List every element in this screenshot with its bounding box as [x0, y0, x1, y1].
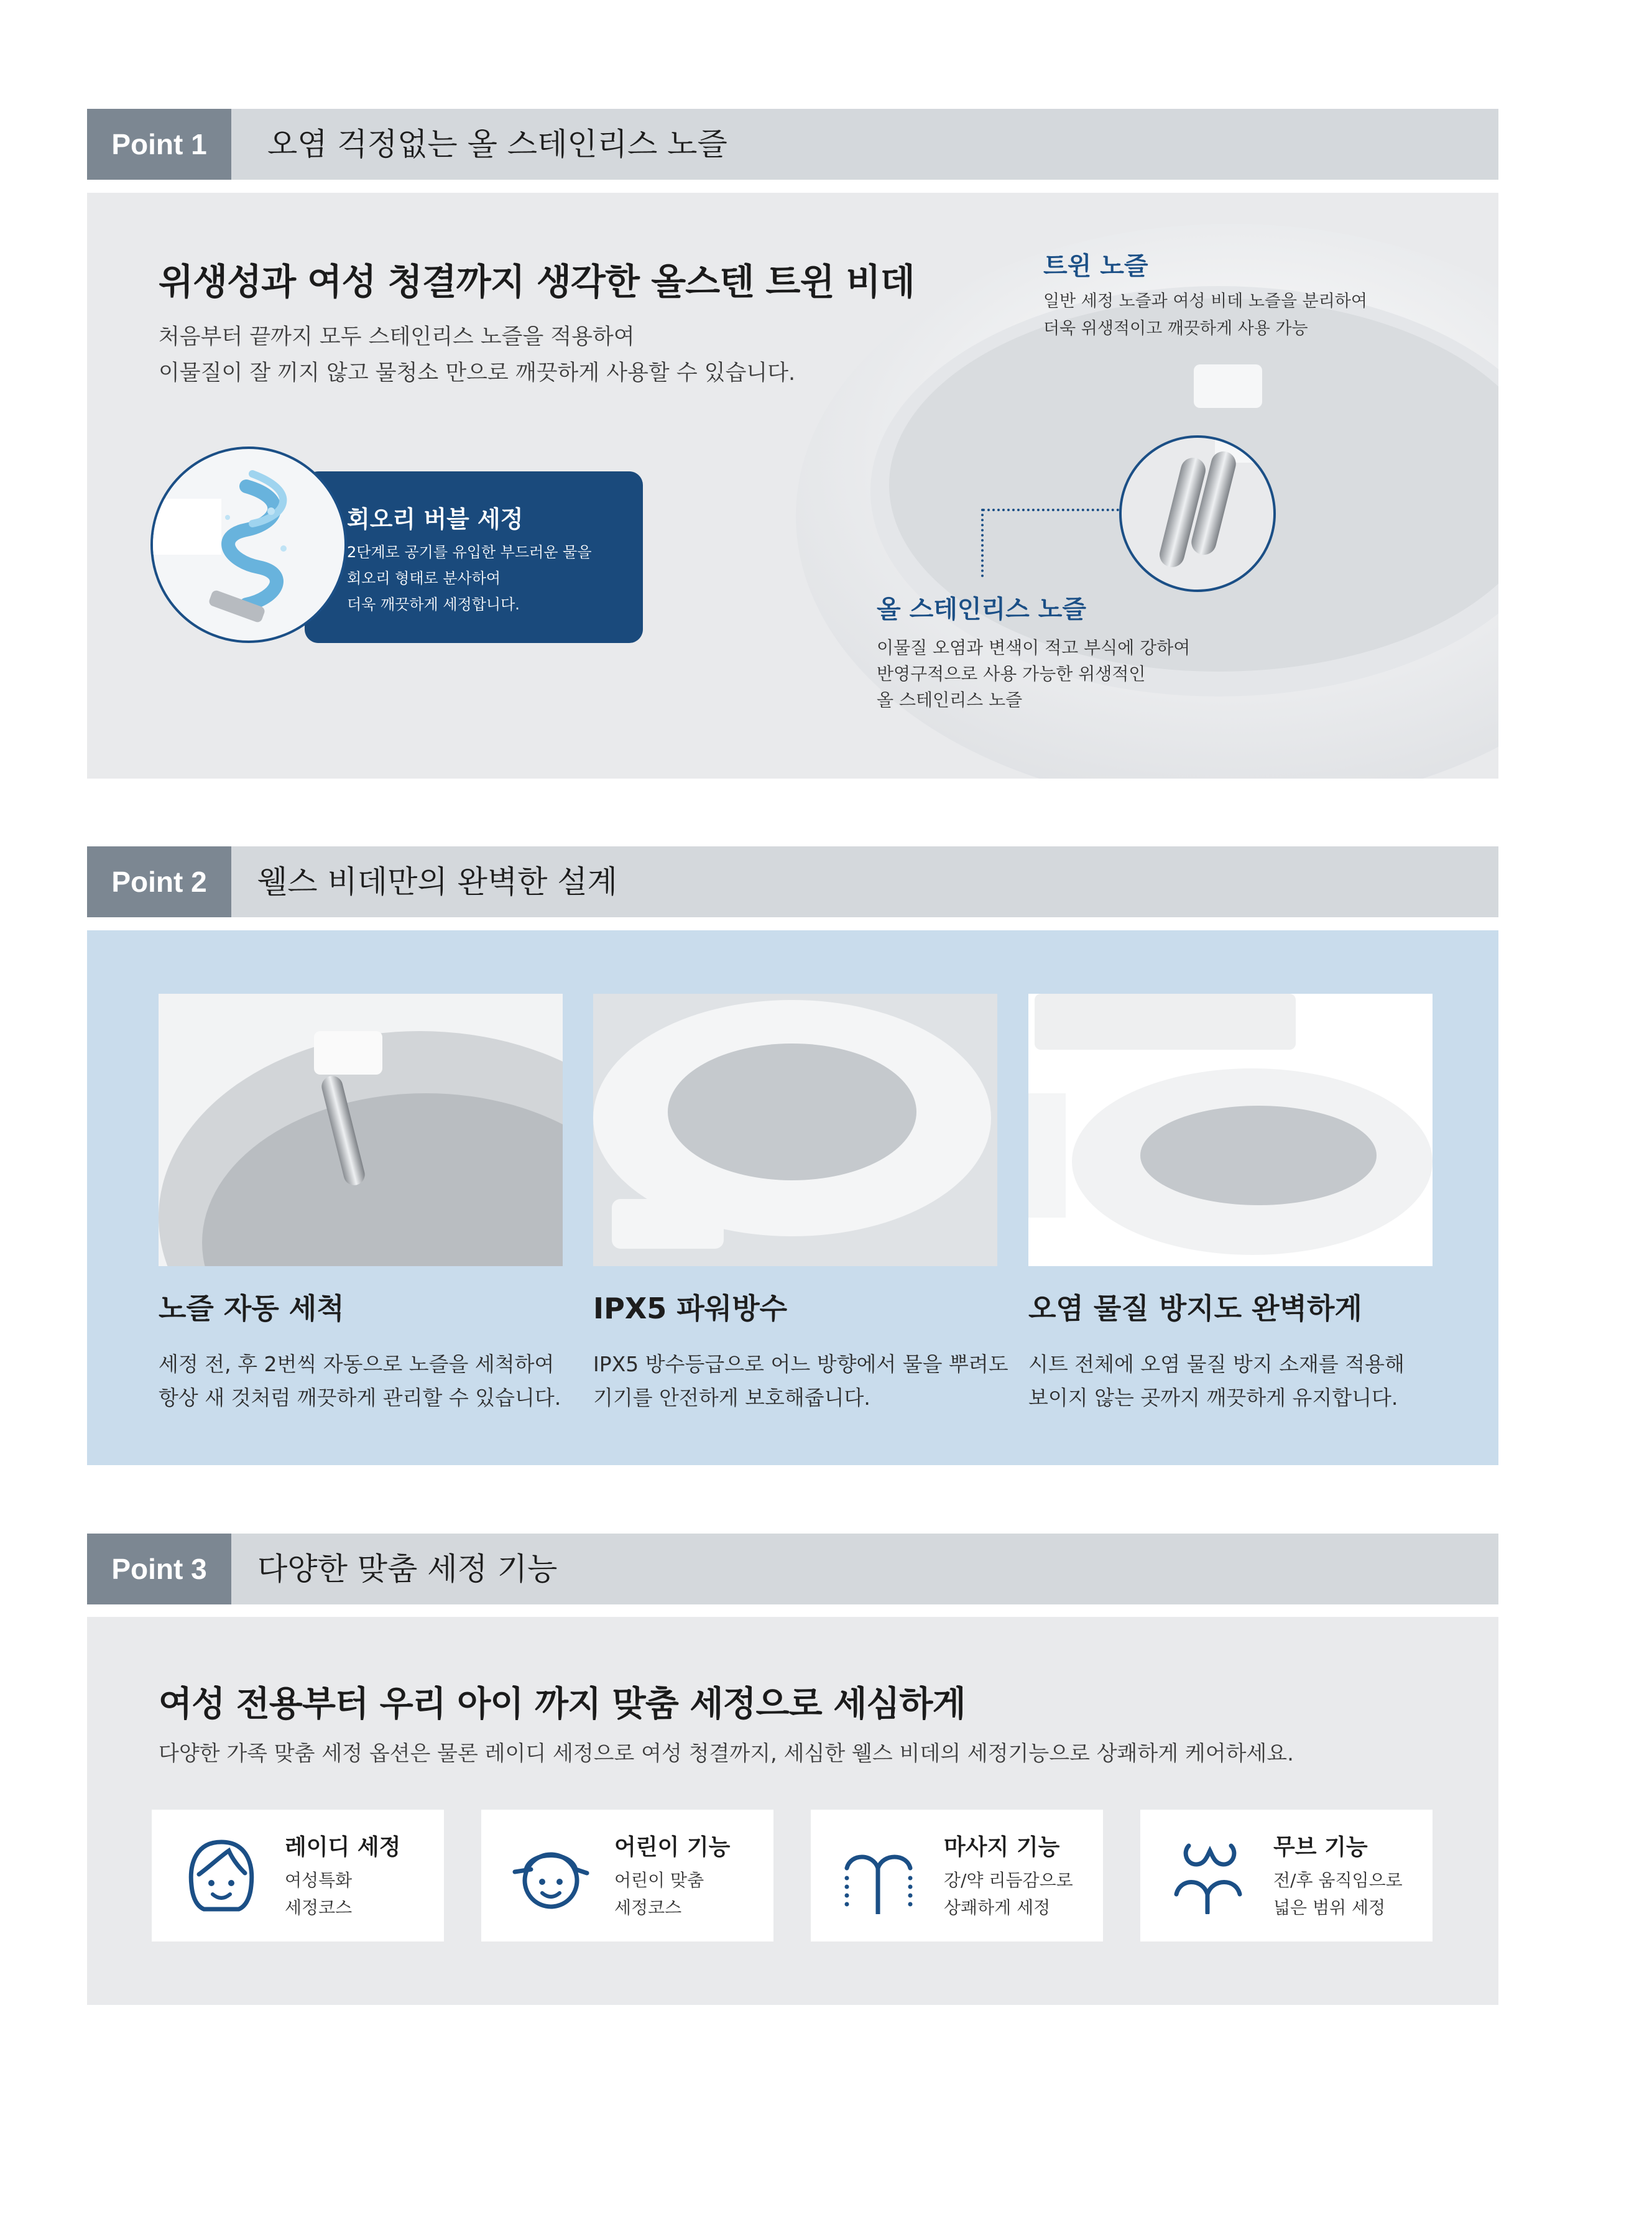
card-kids-wash-title: 어린이 기능	[614, 1835, 731, 1860]
card-move	[1140, 1810, 1433, 1941]
card-move-title: 무브 기능	[1273, 1835, 1368, 1860]
point3-badge: Point 3	[87, 1534, 231, 1604]
stainless-nozzle-desc-line3: 올 스테인리스 노즐	[877, 690, 1023, 710]
massage-spray-icon	[842, 1837, 919, 1914]
card-move-desc-line1: 전/후 움직임으로	[1273, 1870, 1403, 1891]
bubble-wash-title: 회오리 버블 세정	[347, 506, 524, 533]
feature-anti-contamination-desc-line2: 보이지 않는 곳까지 깨끗하게 유지합니다.	[1028, 1386, 1398, 1410]
child-face-icon	[512, 1837, 589, 1914]
point2-badge: Point 2	[87, 846, 231, 917]
twin-nozzle-title: 트윈 노즐	[1043, 252, 1148, 280]
callout-line-vertical	[981, 509, 984, 577]
point1-desc-line1: 처음부터 끝까지 모두 스테인리스 노즐을 적용하여	[159, 325, 635, 349]
card-kids-wash-desc-line2: 세정코스	[614, 1897, 682, 1918]
stainless-nozzle-desc-line2: 반영구적으로 사용 가능한 위생적인	[877, 664, 1146, 684]
point3-header	[87, 1534, 1498, 1604]
bubble-wash-closeup	[150, 447, 347, 643]
twin-nozzle-closeup	[1119, 435, 1276, 592]
card-lady-wash-desc-line2: 세정코스	[285, 1897, 353, 1918]
nozzle-cleaning-photo	[159, 994, 563, 1266]
point3-panel	[87, 1617, 1498, 2005]
point1-desc-line2: 이물질이 잘 끼지 않고 물청소 만으로 깨끗하게 사용할 수 있습니다.	[159, 361, 796, 386]
card-massage-desc-line1: 강/약 리듬감으로	[944, 1870, 1073, 1891]
card-massage-title: 마사지 기능	[944, 1835, 1060, 1860]
card-move-desc-line2: 넓은 범위 세정	[1273, 1897, 1386, 1918]
stainless-nozzle-title: 올 스테인리스 노즐	[877, 595, 1086, 624]
waterproof-photo-illustration	[593, 994, 997, 1266]
feature-anti-contamination-desc-line1: 시트 전체에 오염 물질 방지 소재를 적용해	[1028, 1352, 1405, 1376]
point3-desc: 다양한 가족 맞춤 세정 옵션은 물론 레이디 세정으로 여성 청결까지, 세심한 웰스 비데의 세정기능으로 상쾌하게 케어하세요.	[159, 1741, 1294, 1766]
nozzle-photo-illustration	[159, 994, 563, 1266]
bubble-wash-desc-line2: 회오리 형태로 분사하여	[347, 570, 501, 587]
point1-heading: 위생성과 여성 청결까지 생각한 올스텐 트윈 비데	[159, 261, 915, 303]
bubble-wash-desc-line3: 더욱 깨끗하게 세정합니다.	[347, 596, 520, 613]
anti-contamination-photo	[1028, 994, 1433, 1266]
stainless-nozzle-desc-line1: 이물질 오염과 변색이 적고 부식에 강하여	[877, 637, 1191, 658]
point3-heading: 여성 전용부터 우리 아이 까지 맞춤 세정으로 세심하게	[159, 1684, 966, 1724]
card-lady-wash-desc-line1: 여성특화	[285, 1870, 353, 1891]
point1-panel	[87, 193, 1498, 779]
point2-header	[87, 846, 1498, 917]
card-massage-desc-line2: 상쾌하게 세정	[944, 1897, 1051, 1918]
feature-nozzle-cleaning-desc-line2: 항상 새 것처럼 깨끗하게 관리할 수 있습니다.	[159, 1386, 561, 1410]
callout-line	[982, 509, 1119, 511]
card-kids-wash	[481, 1810, 773, 1941]
card-lady-wash-title: 레이디 세정	[285, 1835, 401, 1860]
water-swirl-icon	[153, 449, 347, 643]
card-lady-wash	[152, 1810, 444, 1941]
point3-title: 다양한 맞춤 세정 기능	[257, 1551, 558, 1587]
point1-header	[87, 109, 1498, 180]
point1-badge: Point 1	[87, 109, 231, 180]
nozzle-icon	[1122, 438, 1276, 592]
point2-panel	[87, 930, 1498, 1465]
seat-photo-illustration	[1028, 994, 1433, 1266]
card-massage	[811, 1810, 1103, 1941]
point1-title: 오염 걱정없는 올 스테인리스 노즐	[267, 126, 727, 162]
twin-nozzle-desc-line1: 일반 세정 노즐과 여성 비데 노즐을 분리하여	[1043, 292, 1367, 311]
feature-anti-contamination-title: 오염 물질 방지도 완벽하게	[1028, 1292, 1362, 1325]
feature-waterproof-desc-line2: 기기를 안전하게 보호해줍니다.	[593, 1386, 870, 1410]
woman-face-icon	[183, 1837, 260, 1914]
feature-nozzle-cleaning-desc-line1: 세정 전, 후 2번씩 자동으로 노즐을 세척하여	[159, 1352, 555, 1376]
twin-nozzle-desc-line2: 더욱 위생적이고 깨끗하게 사용 가능	[1043, 319, 1308, 338]
waterproof-photo	[593, 994, 997, 1266]
moving-spray-icon	[1171, 1837, 1248, 1914]
feature-nozzle-cleaning-title: 노즐 자동 세척	[159, 1292, 344, 1325]
feature-waterproof-desc-line1: IPX5 방수등급으로 어느 방향에서 물을 뿌려도	[593, 1352, 1008, 1376]
point2-title: 웰스 비데만의 완벽한 설계	[257, 864, 617, 900]
bubble-wash-desc-line1: 2단계로 공기를 유입한 부드러운 물을	[347, 544, 592, 561]
feature-waterproof-title: IPX5 파워방수	[593, 1292, 788, 1325]
card-kids-wash-desc-line1: 어린이 맞춤	[614, 1870, 704, 1891]
